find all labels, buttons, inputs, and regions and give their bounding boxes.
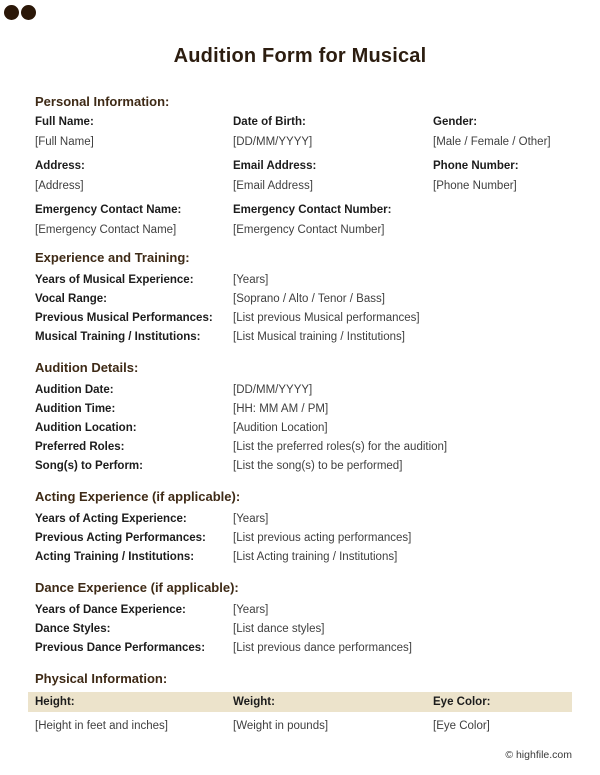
field-full-name <box>35 115 233 149</box>
field-label: Years of Musical Experience: <box>35 274 194 286</box>
section-physical-information <box>35 671 572 732</box>
field-value[interactable]: [List Musical training / Institutions] <box>233 331 405 343</box>
field-label: Dance Styles: <box>35 623 111 635</box>
field-value[interactable]: [DD/MM/YYYY] <box>233 384 313 396</box>
field-value[interactable]: [Phone Number] <box>433 180 517 192</box>
field-value-eye-color[interactable]: [Eye Color] <box>433 720 490 732</box>
field-label: Preferred Roles: <box>35 441 125 453</box>
field-value[interactable]: [DD/MM/YYYY] <box>233 136 313 148</box>
field-musical-training-institutions <box>35 328 572 347</box>
field-value[interactable]: [List previous acting performances] <box>233 532 412 544</box>
field-value[interactable]: [Soprano / Alto / Tenor / Bass] <box>233 293 385 305</box>
field-vocal-range <box>35 290 572 309</box>
field-gender <box>433 115 572 149</box>
physical-values-row <box>35 720 572 732</box>
field-label: Years of Acting Experience: <box>35 513 187 525</box>
section-heading: Physical Information: <box>35 671 168 686</box>
field-value[interactable]: [HH: MM AM / PM] <box>233 403 329 415</box>
field-label-eye-color: Eye Color: <box>433 696 491 708</box>
field-songs-to-perform <box>35 457 572 476</box>
field-previous-acting-performances <box>35 529 572 548</box>
field-label: Musical Training / Institutions: <box>35 331 201 343</box>
page-title: Audition Form for Musical <box>173 45 427 67</box>
field-previous-dance-performances <box>35 639 572 658</box>
field-value[interactable]: [Email Address] <box>233 180 313 192</box>
personal-row-1 <box>35 115 572 149</box>
field-audition-date <box>35 381 572 400</box>
field-previous-musical-performances <box>35 309 572 328</box>
field-date-of-birth <box>233 115 433 149</box>
field-value[interactable]: [List Acting training / Institutions] <box>233 551 398 563</box>
field-label: Phone Number: <box>433 160 519 172</box>
field-label: Years of Dance Experience: <box>35 604 186 616</box>
field-address <box>35 159 233 193</box>
section-acting-experience <box>35 489 572 567</box>
field-audition-time <box>35 400 572 419</box>
section-heading: Acting Experience (if applicable): <box>35 489 241 504</box>
field-value-height[interactable]: [Height in feet and inches] <box>35 720 168 732</box>
field-audition-location <box>35 419 572 438</box>
field-preferred-roles <box>35 438 572 457</box>
field-years-dance-experience <box>35 601 572 620</box>
section-heading: Experience and Training: <box>35 250 190 265</box>
field-label: Gender: <box>433 116 478 128</box>
section-personal-information <box>35 94 572 237</box>
field-value[interactable]: [Years] <box>233 604 269 616</box>
field-label: Emergency Contact Number: <box>233 204 392 216</box>
field-label: Email Address: <box>233 160 317 172</box>
field-label: Full Name: <box>35 116 94 128</box>
section-experience-training <box>35 250 572 347</box>
field-value[interactable]: [List the preferred roles(s) for the audition] <box>233 441 448 453</box>
dot-icon <box>4 5 19 20</box>
field-label: Acting Training / Institutions: <box>35 551 195 563</box>
section-audition-details <box>35 360 572 476</box>
field-value[interactable]: [List the song(s) to be performed] <box>233 460 403 472</box>
field-label: Vocal Range: <box>35 293 107 305</box>
field-value[interactable]: [Years] <box>233 274 269 286</box>
section-heading: Personal Information: <box>35 94 170 109</box>
physical-header-band <box>28 692 572 712</box>
field-value[interactable]: [Audition Location] <box>233 422 328 434</box>
personal-row-2 <box>35 159 572 193</box>
field-label-height: Height: <box>35 696 75 708</box>
field-label: Song(s) to Perform: <box>35 460 143 472</box>
field-label: Address: <box>35 160 85 172</box>
field-value[interactable]: [Full Name] <box>35 136 94 148</box>
section-heading: Dance Experience (if applicable): <box>35 580 239 595</box>
field-label: Previous Musical Performances: <box>35 312 213 324</box>
personal-row-3 <box>35 203 572 237</box>
section-dance-experience <box>35 580 572 658</box>
field-label: Audition Location: <box>35 422 137 434</box>
section-heading: Audition Details: <box>35 360 139 375</box>
field-label: Previous Acting Performances: <box>35 532 206 544</box>
field-years-musical-experience <box>35 271 572 290</box>
form-content <box>0 68 600 732</box>
field-label: Audition Time: <box>35 403 116 415</box>
field-label: Date of Birth: <box>233 116 306 128</box>
watermark-highfile: © highfile.com <box>505 749 572 761</box>
field-value[interactable]: [Emergency Contact Number] <box>233 224 385 236</box>
corner-dots-decoration <box>4 5 36 20</box>
field-years-acting-experience <box>35 510 572 529</box>
empty-cell <box>433 203 572 237</box>
field-value[interactable]: [Address] <box>35 180 84 192</box>
field-label: Emergency Contact Name: <box>35 204 182 216</box>
field-value[interactable]: [List dance styles] <box>233 623 325 635</box>
field-acting-training-institutions <box>35 548 572 567</box>
field-value[interactable]: [Years] <box>233 513 269 525</box>
field-value-weight[interactable]: [Weight in pounds] <box>233 720 329 732</box>
dot-icon <box>21 5 36 20</box>
field-emergency-contact-name <box>35 203 233 237</box>
field-value[interactable]: [Male / Female / Other] <box>433 136 551 148</box>
field-dance-styles <box>35 620 572 639</box>
field-value[interactable]: [List previous Musical performances] <box>233 312 420 324</box>
field-label: Audition Date: <box>35 384 114 396</box>
field-label: Previous Dance Performances: <box>35 642 206 654</box>
field-email-address <box>233 159 433 193</box>
field-value[interactable]: [Emergency Contact Name] <box>35 224 177 236</box>
field-value[interactable]: [List previous dance performances] <box>233 642 412 654</box>
field-label-weight: Weight: <box>233 696 275 708</box>
field-phone-number <box>433 159 572 193</box>
field-emergency-contact-number <box>233 203 433 237</box>
